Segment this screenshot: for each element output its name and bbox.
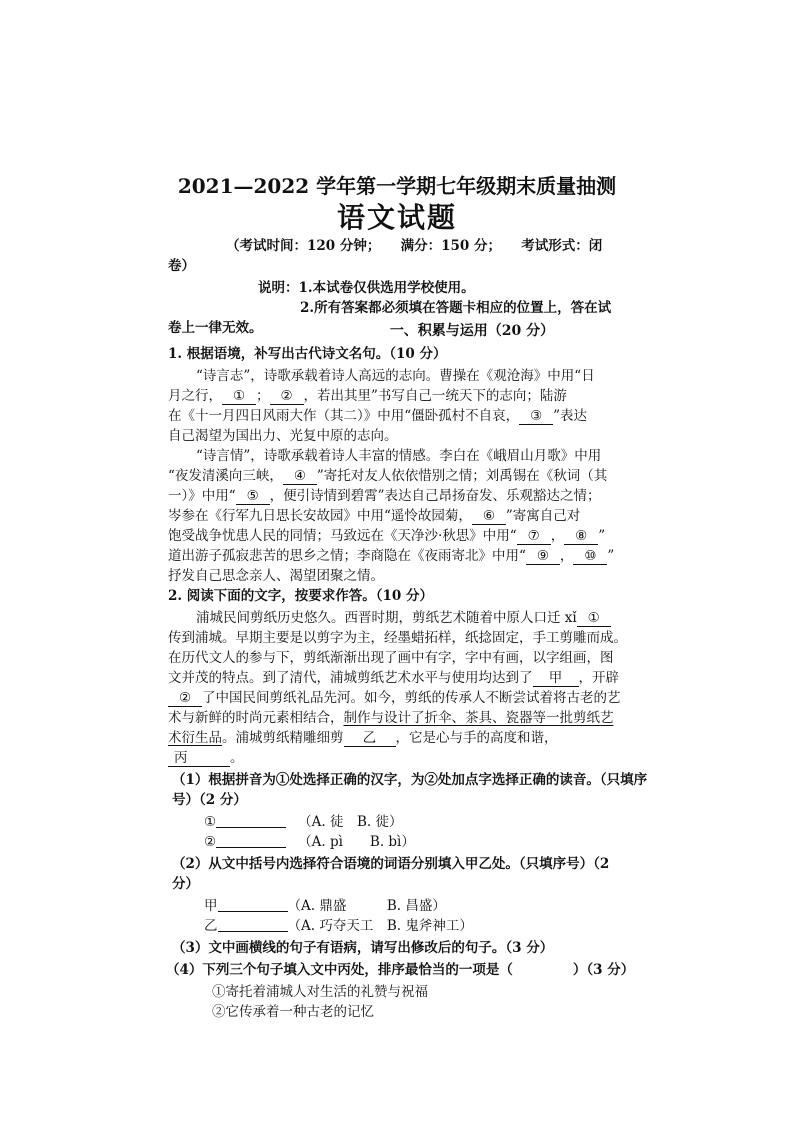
underlined-sentence: 术衍生品 xyxy=(168,730,222,746)
exam-info-line-cont: 卷） xyxy=(168,258,195,274)
notes-line-1 xyxy=(258,278,475,298)
q1-text-line: 岑参在《行军九日思长安故园》中用“遥怜故园菊， ⑥ ”寄寓自己对 xyxy=(168,508,581,524)
answer-blank: ② xyxy=(168,690,202,707)
subquestion-3: （3）文中画横线的句子有语病，请写出修改后的句子。（3 分） xyxy=(172,940,554,956)
subquestion-1: （1）根据拼音为①处选择正确的汉字，为②处加点字选择正确的读音。（只填序 xyxy=(172,772,648,788)
q1-text-line: “夜发清溪向三峡， ④ ”寄托对友人依依惜别之情；刘禹锡在《秋词（其 xyxy=(168,468,608,484)
answer-blank: 乙 xyxy=(344,730,396,747)
answer-line xyxy=(216,833,286,848)
q1-text-line: 道出游子孤寂悲苦的思乡之情；李商隐在《夜雨寄北》中用“ ⑨ ， ⑩ ” xyxy=(168,548,615,564)
q1-text-line: 月之行， ① ； ② ，若出其里”书写自己一统天下的志向；陆游 xyxy=(168,388,567,404)
answer-blank: ④ xyxy=(283,468,317,485)
subquestion-2-cont: 分） xyxy=(172,876,199,892)
passage-line: ② 了中国民间剪纸礼品先河。如今，剪纸的传承人不断尝试着将古老的艺 xyxy=(168,688,621,708)
q1-text-line: 抒发自己思念亲人、渴望团聚之情。 xyxy=(168,568,384,584)
answer-blank: ⑥ xyxy=(472,508,506,525)
answer-blank: ② xyxy=(270,388,304,405)
subquestion-2: （2）从文中括号内选择符合语境的词语分别填入甲乙处。（只填序号）（2 xyxy=(172,856,610,872)
note-2: 2.所有答案都必须填在答题卡相应的位置上，答在试 xyxy=(300,300,612,316)
passage-line: 文并茂的特点。到了清代，浦城剪纸艺术水平与使用均达到了 甲 ，开辟 xyxy=(168,670,619,686)
passage-line: 传到浦城。早期主要是以剪字为主，经墨蜡拓样，纸捻固定，手工剪雕而成。 xyxy=(168,630,627,646)
q1-text-line: “诗言情”，诗歌承载着诗人丰富的情感。李白在《峨眉山月歌》中用 xyxy=(196,448,602,464)
note-2-cont: 卷上一律无效。 xyxy=(168,320,263,336)
q1-text-line: 自己渴望为国出力、光复中原的志向。 xyxy=(168,428,398,444)
answer-blank: ⑦ xyxy=(517,528,551,545)
passage-line: 在历代文人的参与下，剪纸渐渐出现了画中有字，字中有画，以字组画，图 xyxy=(168,650,614,666)
exam-title: 2021—2022 学年第一学期七年级期末质量抽测 xyxy=(177,174,617,198)
note-1: 1.本试卷仅供选用学校使用。 xyxy=(298,280,475,296)
passage-line: 术衍生品。浦城剪纸精雕细剪 乙 ，它是心与手的高度和谐， xyxy=(168,730,558,746)
option-row: ① （A. 徒 B. 徙） xyxy=(204,814,403,830)
q1-text-line: 在《十一月四日风雨大作（其二）》中用“僵卧孤村不自哀， ③ ”表达 xyxy=(168,408,588,424)
notes-label: 说明： xyxy=(258,280,299,296)
answer-blank: ⑧ xyxy=(564,528,598,545)
sentence-option: ②它传承着一种古老的记忆 xyxy=(212,1004,374,1020)
section-title: 一、积累与运用（20 分） xyxy=(389,323,555,339)
answer-blank: 丙 xyxy=(168,750,230,767)
passage-line: 术与新鲜的时尚元素相结合，制作与设计了折伞、茶具、瓷器等一批剪纸艺 xyxy=(168,710,614,726)
option-row: 甲 （A. 鼎盛 B. 昌盛） xyxy=(204,898,446,914)
answer-line xyxy=(218,917,288,932)
exam-info-line: （考试时间：120 分钟； 满分：150 分； 考试形式：闭 xyxy=(226,238,603,254)
answer-blank: ⑩ xyxy=(573,548,607,565)
answer-blank: 甲 xyxy=(533,670,579,687)
subject-title: 语文试题 xyxy=(336,201,457,234)
answer-line xyxy=(216,813,286,828)
passage-line: 丙 。 xyxy=(168,748,244,768)
passage-line: 浦城民间剪纸历史悠久。西晋时期，剪纸艺术随着中原人口迁 xǐ ① xyxy=(196,608,611,628)
subquestion-1-cont: 号）（2 分） xyxy=(172,792,247,808)
option-row: 乙 （A. 巧夺天工 B. 鬼斧神工） xyxy=(204,918,473,934)
q1-text-line: 一）》中用“ ⑤ ，便引诗情到碧霄”表达自己昂扬奋发、乐观豁达之情； xyxy=(168,488,601,504)
answer-blank: ③ xyxy=(519,408,553,425)
answer-line xyxy=(218,897,288,912)
q1-heading: 1. 根据语境，补写出古代诗文名句。（10 分） xyxy=(168,346,447,362)
answer-blank: ⑨ xyxy=(526,548,560,565)
answer-blank: ⑤ xyxy=(236,488,270,505)
sentence-option: ①寄托着浦城人对生活的礼赞与祝福 xyxy=(212,984,428,1000)
subquestion-4: （4）下列三个句子填入文中丙处，排序最恰当的一项是（ ）（3 分） xyxy=(166,962,635,978)
q2-heading: 2. 阅读下面的文字，按要求作答。（10 分） xyxy=(168,588,434,604)
option-row: ② （A. pì B. bì） xyxy=(204,834,415,850)
answer-blank: ① xyxy=(222,388,256,405)
underlined-sentence: 制作与设计了折伞、茶具、瓷器等一批剪纸艺 xyxy=(343,710,614,726)
q1-text-line: “诗言志”，诗歌承载着诗人高远的志向。曹操在《观沧海》中用“日 xyxy=(196,368,595,384)
answer-blank: ① xyxy=(577,610,611,627)
q1-text-line: 饱受战争忧患人民的同情；马致远在《天净沙·秋思》中用“ ⑦ ， ⑧ ” xyxy=(168,528,606,544)
